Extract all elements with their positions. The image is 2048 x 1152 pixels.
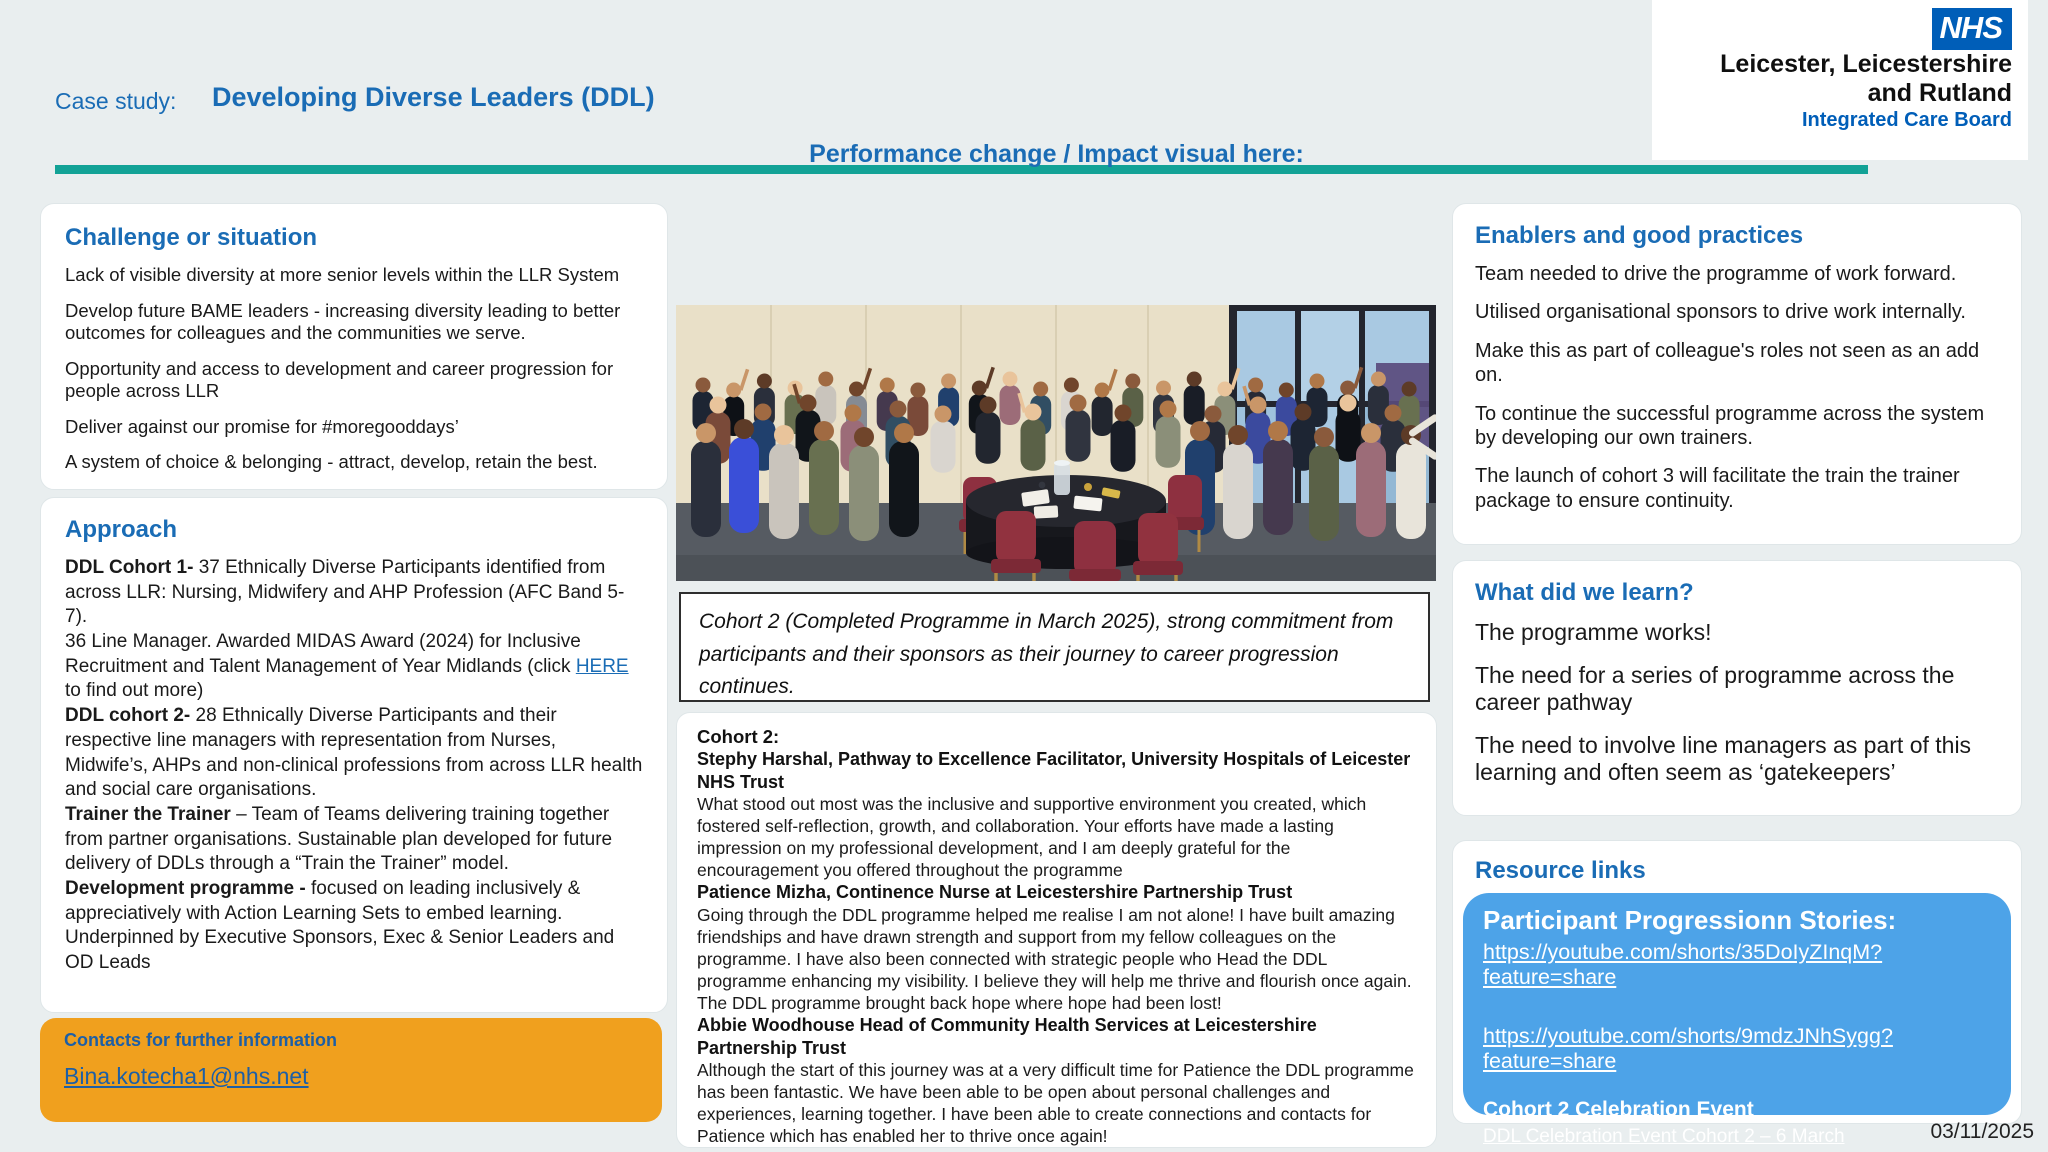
testimonial-quote: Going through the DDL programme helped me realise I am not alone! I have built amazing friendships and have drawn strength and support from my fellow colleagues on the programme. I have also been connected with strategic people who Head the DDL programme enhancing my visibility. I believe they will help me thrive and flourish once again. The DDL programme brought back hope where hope had been lost! <box>697 904 1412 1013</box>
testimonial-name: Patience Mizha, Continence Nurse at Leicestershire Partnership Trust <box>697 882 1293 903</box>
testimonials-section <box>676 712 1437 1148</box>
approach-paragraph: DDL Cohort 1- 37 Ethnically Diverse Participants identified from across LLR: Nursing, Midwifery and AHP Profession (AFC Band 5-7). <box>65 557 625 628</box>
event-title: Cohort 2 Celebration Event <box>1483 1098 1754 1121</box>
impact-heading: Performance change / Impact visual here: <box>809 140 1304 168</box>
testimonial-quote: What stood out most was the inclusive and supportive environment you created, which fostered self-reflection, growth, and collaboration. Your efforts have made a lasting impression on my professional development, and I am deeply grateful for the encouragement you offered throughout the programme <box>697 794 1367 881</box>
challenge-section <box>40 203 668 490</box>
approach-paragraph: Development programme - focused on leading inclusively & appreciatively with Action Learning Sets to embed learning. Underpinned by Executive Sponsors, Exec & Senior Leaders and OD Leads <box>65 877 615 973</box>
challenge-paragraph: Develop future BAME leaders - increasing diversity leading to better outcomes for colleagues and the communities we serve. <box>65 299 621 344</box>
case-study-label: Case study: <box>55 88 177 114</box>
enablers-paragraph: The launch of cohort 3 will facilitate the train the trainer package to ensure continuity. <box>1475 465 1960 512</box>
testimonials-cohort-label: Cohort 2: <box>697 726 780 747</box>
challenge-paragraph: Deliver against our promise for #moregooddays’ <box>65 415 459 437</box>
approach-section <box>40 497 668 1013</box>
group-photo-illustration <box>676 305 1436 581</box>
event-link[interactable]: DDL Celebration Event Cohort 2 – 6 March <box>1483 1126 1845 1147</box>
nhs-logo-icon: NHS <box>1932 8 2012 50</box>
logo-org-line1: Leicester, Leicestershire <box>1720 50 2012 78</box>
learnings-paragraph: The need for a series of programme across the career pathway <box>1475 661 1955 716</box>
resources-heading: Resource links <box>1475 857 1646 884</box>
youtube-link-2[interactable]: https://youtube.com/shorts/9mdzJNhSygg?feature=share <box>1483 1024 1893 1073</box>
testimonial-quote: Although the start of this journey was at a very difficult time for Patience the DDL programme has been fantastic. We have been able to be open about personal challenges and experiences, learning together. I have been able to create connections and contacts for Patience which has enabled her to thrive once again! <box>697 1060 1414 1147</box>
enablers-paragraph: Team needed to drive the programme of work forward. <box>1475 263 1957 285</box>
date-stamp: 03/11/2025 <box>1930 1120 2034 1143</box>
resources-panel-title: Participant Progressionn Stories: <box>1483 905 1897 935</box>
enablers-paragraph: To continue the successful programme across the system by developing our own trainers. <box>1475 402 1985 449</box>
learnings-paragraph: The need to involve line managers as part of this learning and often seem as ‘gatekeepers’ <box>1475 731 1972 786</box>
nhs-logo <box>1652 0 2028 160</box>
enablers-heading: Enablers and good practices <box>1475 222 1804 249</box>
approach-paragraph: DDL cohort 2- 28 Ethnically Diverse Participants and their respective line managers with representation from Nurses, Midwife’s, AHPs and non-clinical professions from across LLR health and social care organisations. <box>65 705 643 801</box>
enablers-paragraph: Make this as part of colleague's roles not seen as an add on. <box>1475 339 1980 387</box>
contacts-heading: Contacts for further information <box>64 1030 337 1050</box>
challenge-paragraph: Opportunity and access to development and career progression for people across LLR <box>65 357 614 402</box>
learnings-paragraph: The programme works! <box>1475 619 1712 645</box>
learnings-heading: What did we learn? <box>1475 579 1694 606</box>
enablers-paragraph: Utilised organisational sponsors to drive work internally. <box>1475 301 1966 324</box>
approach-heading: Approach <box>65 516 178 543</box>
here-link[interactable]: HERE <box>575 655 629 677</box>
logo-org-line2: and Rutland <box>1867 78 2012 107</box>
learnings-section <box>1452 560 2022 816</box>
impact-caption: Cohort 2 (Completed Programme in March 2025), strong commitment from participants and their sponsors as their journey to career progression continues. <box>679 592 1430 702</box>
contacts-section <box>40 1018 662 1122</box>
approach-paragraph: 36 Line Manager. Awarded MIDAS Award (2024) for Inclusive Recruitment and Talent Management of Year Midlands (click HERE to find out more) <box>65 631 629 702</box>
youtube-link-1[interactable]: https://youtube.com/shorts/35DoIyZInqM?feature=share <box>1483 940 1883 989</box>
testimonial-name: Abbie Woodhouse Head of Community Health Services at Leicestershire Partnership Trust <box>697 1015 1317 1058</box>
challenge-paragraph: Lack of visible diversity at more senior levels within the LLR System <box>65 264 620 285</box>
testimonial-name: Stephy Harshal, Pathway to Excellence Facilitator, University Hospitals of Leicester NHS Trust <box>697 749 1411 792</box>
challenge-paragraph: A system of choice & belonging - attract, develop, retain the best. <box>65 451 598 473</box>
contact-email-link[interactable]: Bina.kotecha1@nhs.net <box>64 1063 309 1089</box>
enablers-section <box>1452 203 2022 545</box>
logo-org-line3: Integrated Care Board <box>1801 109 2012 131</box>
page-title: Developing Diverse Leaders (DDL) <box>212 82 655 112</box>
challenge-heading: Challenge or situation <box>65 224 318 251</box>
group-photo <box>676 305 1436 581</box>
approach-paragraph: Trainer the Trainer – Team of Teams delivering training together from partner organisations. Sustainable plan developed for future delivery of DDLs through a “Train the Trainer” model. <box>65 803 613 875</box>
